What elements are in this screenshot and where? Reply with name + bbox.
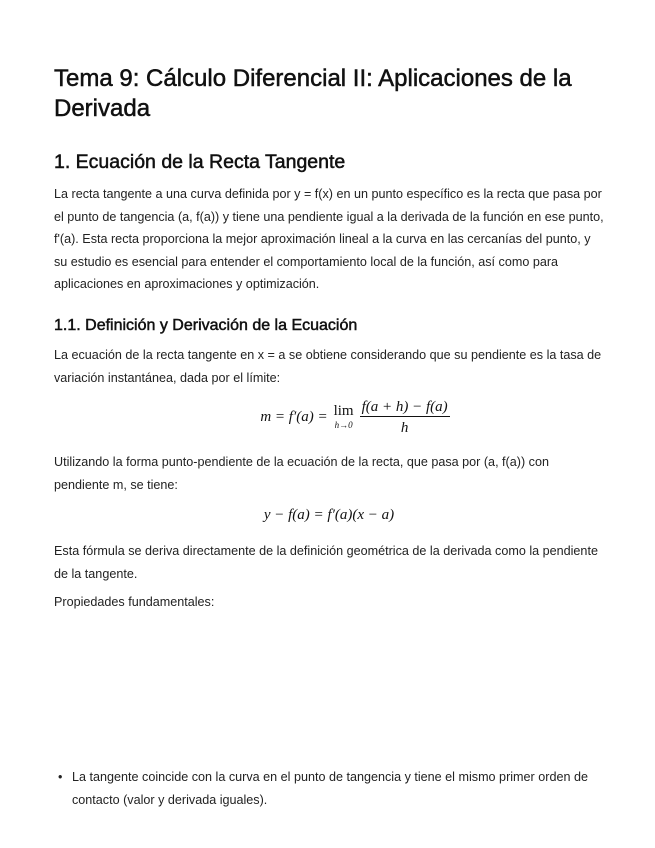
tangent-line-equation: y − f(a) = f′(a)(x − a) [263, 507, 395, 523]
properties-list [58, 766, 602, 807]
equation-lhs: m = f′(a) = [260, 409, 328, 425]
document-title: Tema 9: Cálculo Diferencial II: Aplicaciones de la Derivada [54, 65, 572, 122]
section-intro-paragraph: La recta tangente a una curva definida por y = f(x) en un punto específico es la recta que pasa por el punto de tangencia (a, f(a)) y tiene una pendiente igual a la derivada de la función en ese punto, f'(a). Esta recta proporciona la mejor aproximación lineal a la curva en las cercanías del punto, y su estudio es esencial para entender el comportamiento local de la función, así como para aplicaciones en aproximaciones y optimización. [54, 187, 604, 292]
difference-quotient [360, 398, 450, 437]
fraction-denominator: h [400, 420, 409, 436]
list-item-text: La tangente coincide con la curva en el punto de tangencia y tiene el mismo primer orden de contacto (valor y derivada iguales). [72, 770, 588, 807]
subsection-heading: 1.1. Definición y Derivación de la Ecuación [54, 317, 358, 334]
fraction-numerator: f(a + h) − f(a) [361, 399, 448, 415]
definition-paragraph: La ecuación de la recta tangente en x = a se obtiene considerando que su pendiente es la tasa de variación instantánea, dada por el límite: [54, 348, 602, 385]
bullet-icon: • [58, 770, 63, 784]
properties-label: Propiedades fundamentales: [54, 595, 215, 609]
limit-label: lim [333, 402, 354, 419]
limit-subscript: h→0 [334, 419, 353, 430]
limit-operator [334, 404, 354, 432]
point-slope-paragraph: Utilizando la forma punto-pendiente de la ecuación de la recta, que pasa por (a, f(a)) con pendiente m, se tiene: [54, 455, 549, 492]
derivation-note-paragraph: Esta fórmula se deriva directamente de la definición geométrica de la derivada como la pendiente de la tangente. [54, 544, 598, 581]
limit-equation [54, 398, 604, 446]
section-heading: 1. Ecuación de la Recta Tangente [54, 151, 346, 173]
list-item [72, 766, 602, 807]
